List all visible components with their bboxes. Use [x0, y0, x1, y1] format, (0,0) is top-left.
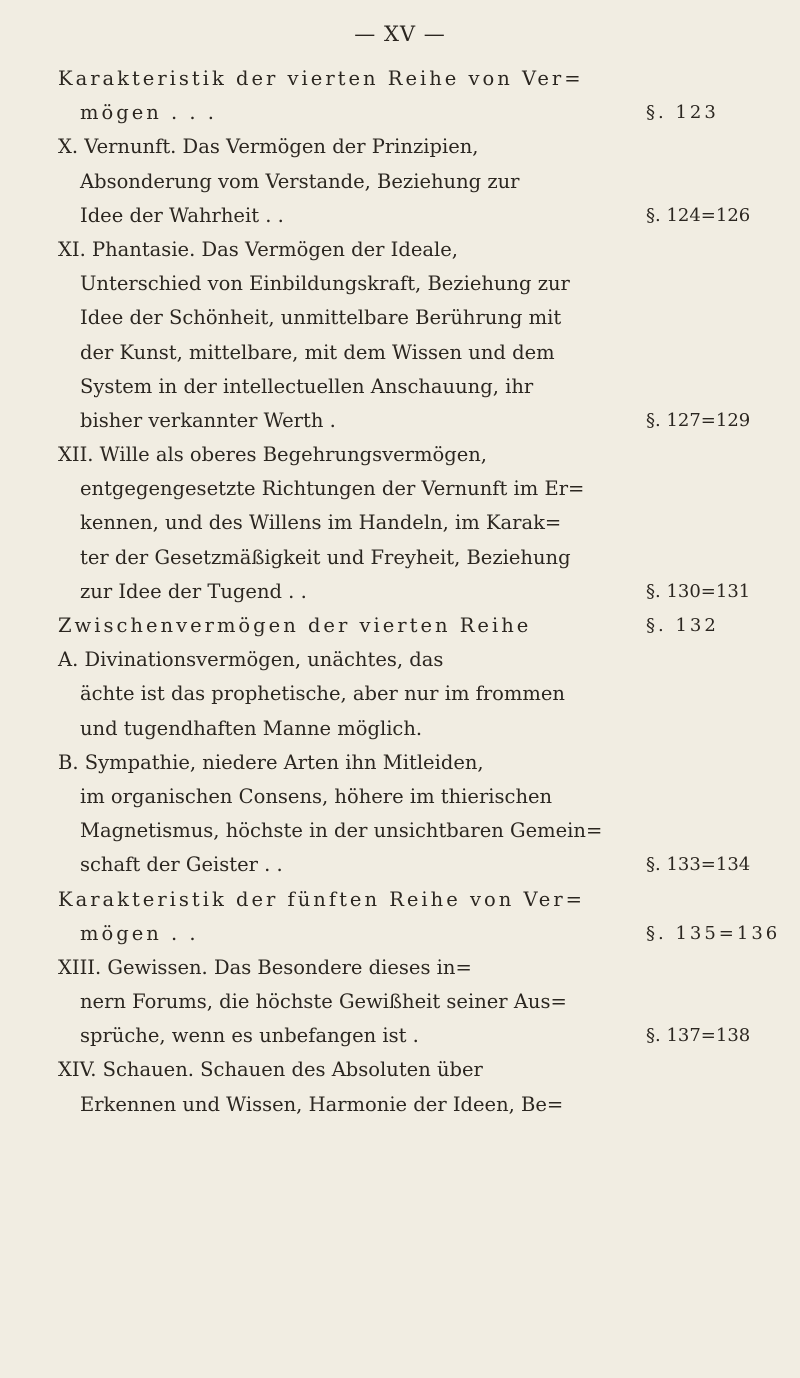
toc-line-text: zur Idee der Tugend . .	[80, 579, 307, 603]
toc-line	[58, 404, 788, 438]
toc-line-text: mögen . . .	[80, 101, 218, 125]
toc-line-text: der Kunst, mittelbare, mit dem Wissen und dem	[80, 340, 555, 364]
toc-line	[58, 780, 788, 814]
toc-line	[58, 1053, 788, 1087]
toc-line-text: Idee der Wahrheit . .	[80, 203, 284, 227]
toc-line-text: XII. Wille als oberes Begehrungsvermögen,	[58, 443, 487, 467]
toc-section-ref: §. 130=131	[646, 580, 751, 602]
toc-section-ref: §. 124=126	[646, 204, 751, 226]
toc-line	[58, 951, 788, 985]
toc-section-ref: §. 123	[646, 102, 719, 124]
toc-line	[58, 814, 788, 848]
toc-line-text: Zwischenvermögen der vierten Reihe	[58, 614, 532, 637]
toc-line	[58, 165, 788, 199]
toc-line-text: kennen, und des Willens im Handeln, im Karak=	[80, 511, 562, 535]
toc-line	[58, 643, 788, 677]
page-number-header: — XV —	[354, 22, 446, 46]
toc-line-text: bisher verkannter Werth .	[80, 408, 336, 432]
toc-line-text: entgegengesetzte Richtungen der Vernunft im Er=	[80, 477, 585, 501]
toc-line	[58, 96, 788, 130]
toc-line	[58, 336, 788, 370]
toc-line	[58, 575, 788, 609]
toc-line	[58, 472, 788, 506]
toc-line	[58, 1019, 788, 1053]
toc-section-ref: §. 132	[646, 615, 719, 636]
toc-line	[58, 301, 788, 335]
toc-line	[58, 1088, 788, 1122]
toc-line-text: ächte ist das prophetische, aber nur im frommen	[80, 682, 565, 706]
toc-line-text: mögen . .	[80, 921, 199, 945]
toc-line-text: Karakteristik der fünften Reihe von Ver=	[58, 887, 585, 911]
toc-line	[58, 746, 788, 780]
toc-line	[58, 541, 788, 575]
toc-line	[58, 609, 788, 643]
toc-line-text: nern Forums, die höchste Gewißheit seiner Aus=	[80, 990, 567, 1014]
toc-line-text: Karakteristik der vierten Reihe von Ver=	[58, 67, 584, 90]
toc-line-text: XIV. Schauen. Schauen des Absoluten über	[58, 1058, 483, 1082]
toc-line-text: und tugendhaften Manne möglich.	[80, 716, 423, 740]
toc-section-ref: §. 137=138	[646, 1025, 751, 1047]
toc-line-text: Magnetismus, höchste in der unsichtbaren Gemein=	[80, 819, 603, 843]
toc-line-text: schaft der Geister . .	[80, 853, 283, 877]
table-of-contents	[58, 62, 788, 1122]
toc-line	[58, 883, 788, 917]
toc-line	[58, 848, 788, 882]
toc-line	[58, 917, 788, 951]
toc-line-text: im organischen Consens, höhere im thierischen	[80, 784, 553, 808]
toc-line	[58, 438, 788, 472]
toc-line	[58, 712, 788, 746]
toc-section-ref: §. 133=134	[646, 854, 751, 876]
toc-line-text: A. Divinationsvermögen, unächtes, das	[58, 648, 444, 672]
toc-section-ref: §. 135=136	[646, 922, 781, 944]
toc-line	[58, 677, 788, 711]
toc-line	[58, 370, 788, 404]
toc-line	[58, 62, 788, 96]
toc-line	[58, 199, 788, 233]
toc-line-text: Unterschied von Einbildungskraft, Beziehung zur	[80, 272, 570, 296]
toc-line-text: sprüche, wenn es unbefangen ist .	[80, 1024, 419, 1048]
toc-line	[58, 506, 788, 540]
toc-line-text: ter der Gesetzmäßigkeit und Freyheit, Beziehung	[80, 545, 571, 569]
toc-line-text: XIII. Gewissen. Das Besondere dieses in=	[58, 955, 472, 979]
toc-line	[58, 985, 788, 1019]
toc-line-text: Idee der Schönheit, unmittelbare Berührung mit	[80, 306, 562, 330]
toc-line	[58, 267, 788, 301]
toc-line	[58, 233, 788, 267]
toc-line	[58, 130, 788, 164]
toc-line-text: Absonderung vom Verstande, Beziehung zur	[80, 169, 520, 193]
toc-section-ref: §. 127=129	[646, 409, 751, 431]
page-number: XV	[383, 22, 417, 46]
toc-line-text: System in der intellectuellen Anschauung, ihr	[80, 374, 534, 398]
toc-line-text: Erkennen und Wissen, Harmonie der Ideen, Be=	[80, 1092, 564, 1116]
toc-line-text: X. Vernunft. Das Vermögen der Prinzipien,	[58, 135, 479, 159]
toc-line-text: XI. Phantasie. Das Vermögen der Ideale,	[58, 237, 458, 261]
toc-line-text: B. Sympathie, niedere Arten ihn Mitleiden,	[58, 750, 484, 774]
